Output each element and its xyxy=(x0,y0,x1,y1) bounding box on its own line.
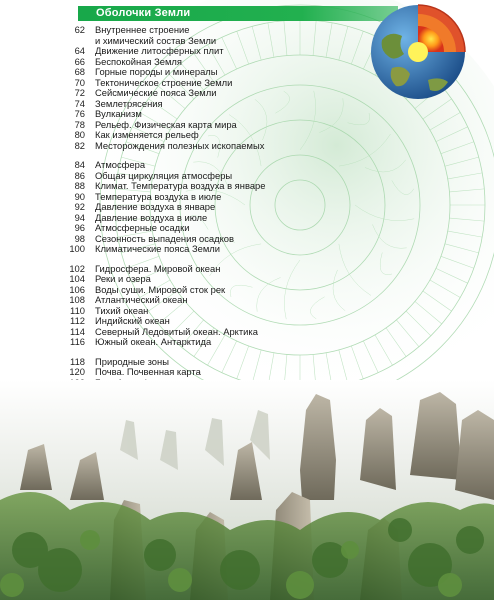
toc-entry[interactable] xyxy=(0,130,494,141)
toc-entry-title: Атлантический океан xyxy=(95,294,188,305)
toc-entry-title: Сезонность выпадения осадков xyxy=(95,232,234,244)
toc-entry[interactable] xyxy=(0,202,494,213)
toc-page-number: 62 xyxy=(74,24,85,35)
toc-page-number: 94 xyxy=(74,211,85,223)
toc-entry-title: Тихий океан xyxy=(95,304,149,316)
toc-entry[interactable] xyxy=(0,88,494,99)
toc-entry-title: Давление воздуха в январе xyxy=(95,201,216,212)
toc-entry-title: Как изменяется рельеф xyxy=(95,129,199,140)
toc-page-number: 120 xyxy=(69,366,85,377)
toc-page-number: 80 xyxy=(74,129,85,140)
toc-page-number: 64 xyxy=(74,45,85,56)
toc-entry-title: Общая циркуляция атмосферы xyxy=(95,169,233,181)
toc-page-number: 78 xyxy=(74,118,85,130)
toc-entry-title: Землетрясения xyxy=(95,97,163,109)
toc-page-number: 102 xyxy=(69,262,85,274)
toc-entry-title: Атмосферные осадки xyxy=(95,222,190,233)
toc-entry[interactable] xyxy=(0,337,494,348)
toc-entry-title: Климат. Температура воздуха в январе xyxy=(95,180,266,191)
toc-entry[interactable] xyxy=(0,141,494,152)
toc-entry-title: Северный Ледовитый океан. Арктика xyxy=(95,325,258,337)
toc-page-number: 114 xyxy=(70,325,85,337)
toc-entry[interactable] xyxy=(0,25,494,36)
toc-entry-title: Беспокойная Земля xyxy=(95,55,182,67)
toc-entry-title: Движение литосферных плит xyxy=(95,45,224,56)
section-title: Оболочки Земли xyxy=(96,7,191,19)
toc-page-number: 92 xyxy=(74,201,85,212)
toc-entry[interactable] xyxy=(0,244,494,255)
toc-entry[interactable] xyxy=(0,274,494,285)
toc-entry-title: Гидросфера. Мировой океан xyxy=(95,262,221,274)
toc-page-number: 90 xyxy=(74,190,85,202)
toc-entry-title: Вулканизм xyxy=(95,108,142,119)
toc-entry-title: Индийский океан xyxy=(95,315,170,326)
toc-entry[interactable] xyxy=(0,367,494,378)
toc-entry-title: Природные зоны xyxy=(95,355,169,367)
toc-page-number: 98 xyxy=(74,232,85,244)
toc-entry[interactable] xyxy=(0,223,494,234)
toc-page-number: 76 xyxy=(74,108,85,119)
toc-entry-title: Южный океан. Антарктида xyxy=(95,336,212,347)
toc-entry-title: Воды суши. Мировой сток рек xyxy=(95,283,226,295)
toc-entry-title: Климатические пояса Земли xyxy=(95,243,220,254)
toc-group xyxy=(0,25,494,151)
toc-entry-title: Сейсмические пояса Земли xyxy=(95,87,217,98)
toc-page-number: 66 xyxy=(74,55,85,67)
toc-entry-title: Тектоническое строение Земли xyxy=(95,76,233,88)
toc-page-number: 68 xyxy=(74,66,85,77)
toc-entry[interactable] xyxy=(0,67,494,78)
toc-entry-title: Давление воздуха в июле xyxy=(95,211,208,223)
toc-page-number: 86 xyxy=(74,169,85,181)
toc-entry-title: Рельеф. Физическая карта мира xyxy=(95,118,237,130)
toc-page-number: 88 xyxy=(74,180,85,191)
toc-entry[interactable] xyxy=(0,109,494,120)
toc-group xyxy=(0,160,494,255)
toc-page-number: 104 xyxy=(69,273,85,284)
table-of-contents xyxy=(0,25,494,429)
toc-page-number: 70 xyxy=(74,76,85,88)
karst-mountains-landscape-image xyxy=(0,380,494,600)
toc-entry-title: Атмосфера xyxy=(95,159,146,170)
toc-entry[interactable] xyxy=(0,181,494,192)
toc-entry[interactable] xyxy=(0,46,494,57)
toc-page-number: 118 xyxy=(70,355,85,367)
toc-page-number: 116 xyxy=(70,336,85,347)
toc-entry-title: Почва. Почвенная карта xyxy=(95,366,201,377)
toc-entry-title: и химический состав Земли xyxy=(95,34,217,46)
toc-page-number: 108 xyxy=(69,294,85,305)
toc-page-number: 74 xyxy=(74,97,85,109)
toc-page-number: 110 xyxy=(70,304,85,316)
toc-page-number: 82 xyxy=(74,139,85,151)
toc-entry-title: Внутреннее строение xyxy=(95,24,190,35)
toc-page-number: 96 xyxy=(74,222,85,233)
toc-page-number: 84 xyxy=(74,159,85,170)
toc-entry[interactable] xyxy=(0,160,494,171)
toc-page-number: 100 xyxy=(69,243,85,254)
toc-entry-title: Горные породы и минералы xyxy=(95,66,218,77)
toc-page-number: 72 xyxy=(74,87,85,98)
toc-entry-title: Реки и озера xyxy=(95,273,151,284)
toc-entry[interactable] xyxy=(0,295,494,306)
toc-entry[interactable] xyxy=(0,316,494,327)
toc-group xyxy=(0,264,494,348)
toc-entry-title: Месторождения полезных ископаемых xyxy=(95,139,265,151)
toc-page-number: 112 xyxy=(70,315,85,326)
toc-entry-title: Температура воздуха в июле xyxy=(95,190,222,202)
toc-page-number: 106 xyxy=(69,283,85,295)
